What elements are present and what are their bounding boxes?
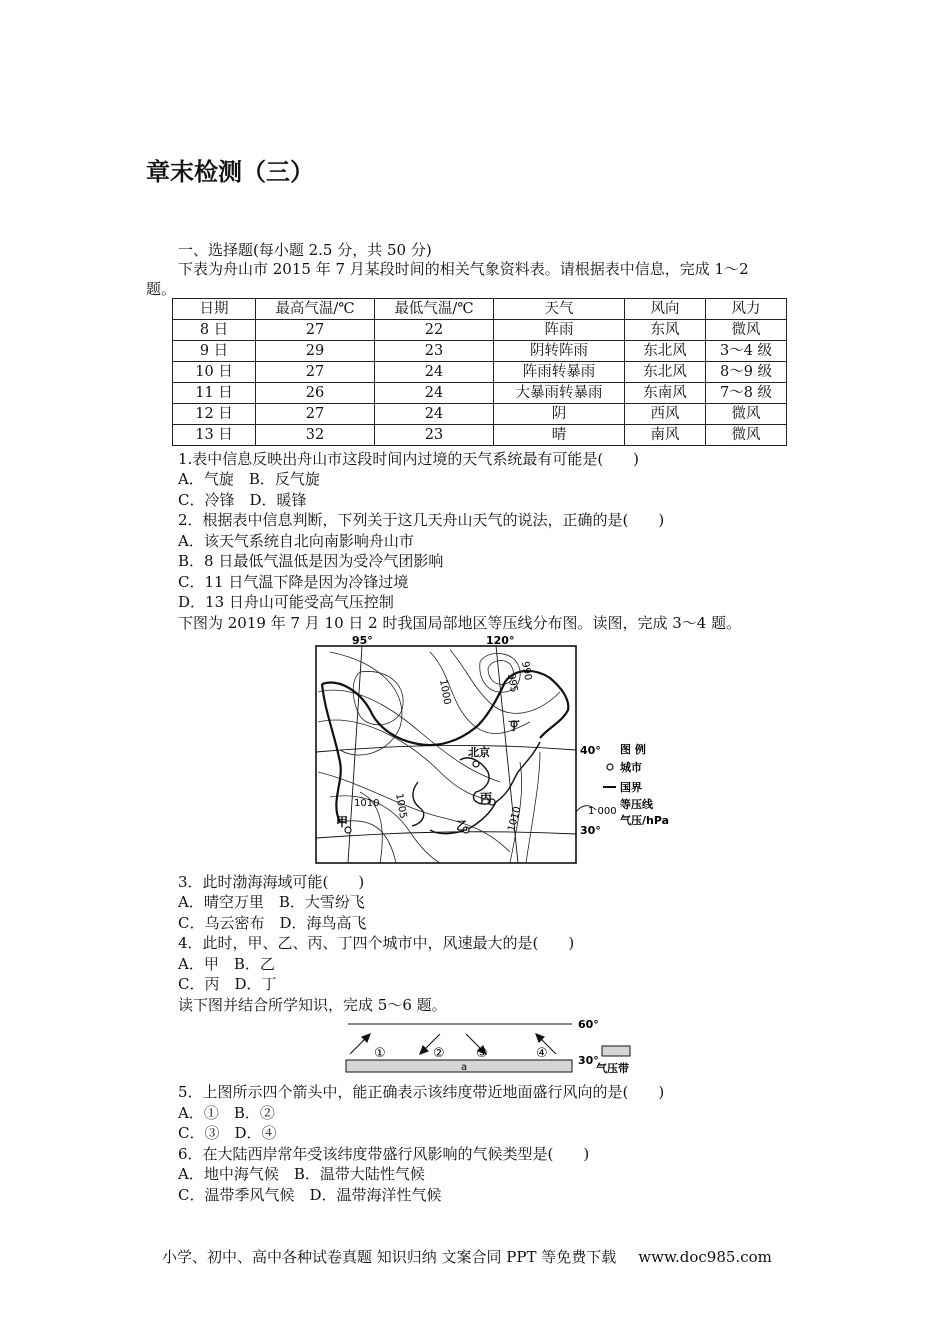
table-row [173, 383, 787, 404]
table-cell: 东北风 [625, 341, 706, 362]
question-6-options-ab: A．地中海气候 B．温带大陆性气候 [178, 1165, 425, 1183]
label-isobar-1010-west: 1010 [354, 798, 380, 809]
table-cell: 西风 [625, 404, 706, 425]
legend-city-icon [607, 764, 613, 770]
legend-isobar: 等压线 [620, 798, 653, 811]
table-cell: 10 日 [173, 362, 256, 383]
table-cell: 12 日 [173, 404, 256, 425]
label-arrow-2: ② [433, 1046, 445, 1061]
weather-table [172, 298, 787, 446]
page-title: 章末检测（三） [146, 158, 314, 186]
table-cell: 8 日 [173, 320, 256, 341]
table-cell: 27 [256, 320, 375, 341]
table-row [173, 341, 787, 362]
label-yi: 乙 [456, 819, 469, 833]
label-arrow-3: ③ [476, 1046, 488, 1061]
label-lat-30: 30° [578, 1054, 599, 1067]
label-isobar-990: 990 [519, 660, 534, 682]
question-3-options-cd: C．乌云密布 D．海鸟高飞 [178, 914, 367, 932]
intro-2: 下图为 2019 年 7 月 10 日 2 时我国局部地区等压线分布图。读图，完成 3～4 题。 [178, 614, 742, 632]
pressure-belt-a [346, 1060, 572, 1072]
table-cell: 晴 [494, 425, 625, 446]
legend-city: 城市 [620, 761, 642, 774]
label-bing: 丙 [480, 791, 493, 805]
question-2-option-d: D．13 日舟山可能受高气压控制 [178, 593, 394, 611]
table-cell: 东风 [625, 320, 706, 341]
table-cell: 24 [375, 404, 494, 425]
question-2-option-a: A．该天气系统自北向南影响舟山市 [178, 532, 414, 550]
table-row [173, 425, 787, 446]
isobar-map [300, 632, 690, 870]
question-1-stem: 1.表中信息反映出舟山市这段时间内过境的天气系统最有可能是( ) [178, 450, 640, 468]
question-1-options-ab: A．气旋 B．反气旋 [178, 470, 320, 488]
table-cell: 8～9 级 [706, 362, 787, 383]
table-cell: 微风 [706, 320, 787, 341]
question-6-stem: 6．在大陆西岸常年受该纬度带盛行风影响的气候类型是( ) [178, 1145, 590, 1163]
footer-site-link[interactable]: www.doc985.com [638, 1248, 772, 1266]
table-cell: 微风 [706, 425, 787, 446]
label-isobar-995: 995 [505, 672, 520, 694]
intro-1-line1: 下表为舟山市 2015 年 7 月某段时间的相关气象资料表。请根据表中信息，完成 1～2 [178, 260, 749, 278]
question-5-options-ab: A．① B．② [178, 1104, 275, 1122]
label-isobar-1000: 1000 [437, 678, 453, 706]
table-cell: 22 [375, 320, 494, 341]
question-5-options-cd: C．③ D．④ [178, 1124, 277, 1142]
question-5-stem: 5．上图所示四个箭头中，能正确表示该纬度带近地面盛行风向的是( ) [178, 1083, 665, 1101]
label-lon-120: 120° [486, 634, 515, 647]
table-cell: 13 日 [173, 425, 256, 446]
legend-pressure-belt: 气压带 [596, 1062, 629, 1075]
question-3-options-ab: A．晴空万里 B．大雪纷飞 [178, 893, 365, 911]
table-cell: 27 [256, 404, 375, 425]
label-lat-60: 60° [578, 1018, 599, 1031]
intro-1-line2: 题。 [146, 280, 177, 298]
label-a: a [461, 1062, 468, 1073]
wind-belt-diagram [340, 1012, 640, 1078]
table-cell: 27 [256, 362, 375, 383]
label-lon-95: 95° [352, 634, 373, 647]
label-arrow-1: ① [374, 1046, 386, 1061]
legend-isobar-value: 1 000 [588, 806, 617, 817]
label-beijing: 北京 [468, 746, 490, 759]
legend-border: 国界 [620, 781, 642, 794]
question-2-stem: 2．根据表中信息判断，下列关于这几天舟山天气的说法，正确的是( ) [178, 511, 665, 529]
label-jia: 甲 [336, 815, 349, 829]
question-4-options-ab: A．甲 B．乙 [178, 955, 275, 973]
legend-pressure-belt-icon [602, 1046, 630, 1056]
table-header: 日期 [173, 299, 256, 320]
section-heading: 一、选择题(每小题 2.5 分，共 50 分) [178, 241, 432, 259]
table-row [173, 404, 787, 425]
city-beijing-icon [473, 761, 479, 767]
table-cell: 微风 [706, 404, 787, 425]
intro-3: 读下图并结合所学知识，完成 5～6 题。 [178, 996, 447, 1014]
footer [162, 1246, 772, 1267]
label-lat-40: 40° [580, 744, 601, 757]
question-4-options-cd: C．丙 D．丁 [178, 975, 277, 993]
table-cell: 大暴雨转暴雨 [494, 383, 625, 404]
table-cell: 11 日 [173, 383, 256, 404]
label-ding: 丁 [508, 719, 521, 733]
table-header: 风力 [706, 299, 787, 320]
table-cell: 23 [375, 425, 494, 446]
table-header: 天气 [494, 299, 625, 320]
table-cell: 3～4 级 [706, 341, 787, 362]
question-1-options-cd: C．冷锋 D．暖锋 [178, 491, 307, 509]
label-lat-30: 30° [580, 824, 601, 837]
table-cell: 26 [256, 383, 375, 404]
table-header: 最高气温/℃ [256, 299, 375, 320]
table-cell: 24 [375, 362, 494, 383]
question-2-option-c: C．11 日气温下降是因为冷锋过境 [178, 573, 409, 591]
legend-title: 图 例 [620, 743, 646, 756]
table-cell: 东北风 [625, 362, 706, 383]
table-row [173, 320, 787, 341]
question-6-options-cd: C．温带季风气候 D．温带海洋性气候 [178, 1186, 442, 1204]
table-cell: 阵雨转暴雨 [494, 362, 625, 383]
table-cell: 阴 [494, 404, 625, 425]
table-header: 最低气温/℃ [375, 299, 494, 320]
footer-text: 小学、初中、高中各种试卷真题 知识归纳 文案合同 PPT 等免费下载 [162, 1248, 617, 1266]
table-cell: 23 [375, 341, 494, 362]
table-header-row [173, 299, 787, 320]
table-cell: 9 日 [173, 341, 256, 362]
question-3-stem: 3．此时渤海海域可能( ) [178, 873, 365, 891]
table-cell: 7～8 级 [706, 383, 787, 404]
table-cell: 32 [256, 425, 375, 446]
label-arrow-4: ④ [536, 1046, 548, 1061]
table-cell: 29 [256, 341, 375, 362]
table-cell: 东南风 [625, 383, 706, 404]
label-isobar-1010-east: 1010 [506, 805, 524, 833]
table-cell: 南风 [625, 425, 706, 446]
label-isobar-1005: 1005 [393, 792, 409, 820]
table-row [173, 362, 787, 383]
table-cell: 24 [375, 383, 494, 404]
question-2-option-b: B．8 日最低气温低是因为受冷气团影响 [178, 552, 444, 570]
table-cell: 阵雨 [494, 320, 625, 341]
table-cell: 阴转阵雨 [494, 341, 625, 362]
legend-unit: 气压/hPa [620, 814, 670, 827]
question-4-stem: 4．此时，甲、乙、丙、丁四个城市中，风速最大的是( ) [178, 934, 575, 952]
table-header: 风向 [625, 299, 706, 320]
